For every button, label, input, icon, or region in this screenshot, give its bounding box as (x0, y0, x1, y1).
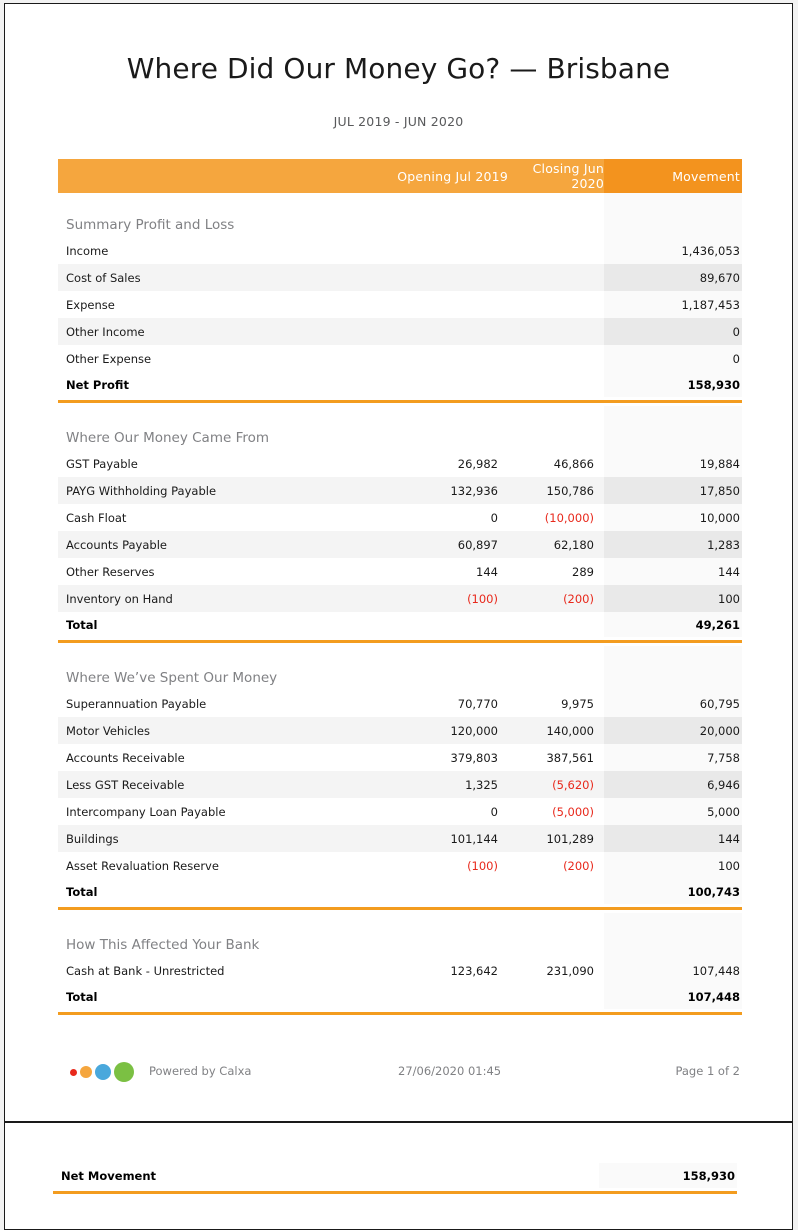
row-label: Inventory on Hand (58, 585, 388, 612)
page-title: Where Did Our Money Go? — Brisbane (126, 52, 671, 85)
row-label: Superannuation Payable (66, 696, 207, 711)
page-footer (58, 1056, 742, 1088)
table-row (58, 771, 742, 798)
total-closing (508, 984, 604, 1009)
net-movement-table (53, 1163, 737, 1197)
row-closing: 46,866 (553, 456, 594, 471)
red-dot-icon (70, 1069, 77, 1076)
orange-dot-icon (80, 1066, 92, 1078)
row-opening: 101,144 (388, 825, 508, 852)
total-label: Total (66, 989, 98, 1004)
row-opening: 132,936 (388, 477, 508, 504)
row-label: GST Payable (66, 456, 138, 471)
section-heading-spacer-movement (604, 193, 742, 237)
table-row (58, 558, 742, 585)
section-heading-spacer-closing (508, 406, 604, 450)
row-movement: 17,850 (604, 477, 742, 504)
section-total-row (58, 984, 742, 1009)
section-heading-spacer-movement (604, 913, 742, 957)
table-row (58, 477, 742, 504)
row-label: Asset Revaluation Reserve (66, 858, 219, 873)
row-movement: 0 (604, 318, 742, 345)
section-heading-spacer-closing (508, 646, 604, 690)
table-row (58, 264, 742, 291)
total-opening (388, 372, 508, 397)
section-total-row (58, 612, 742, 637)
table-row (58, 957, 742, 984)
row-closing: 9,975 (561, 696, 594, 711)
orange-divider (53, 1188, 737, 1197)
total-closing (508, 612, 604, 637)
table-row (58, 345, 742, 372)
row-closing: 289 (572, 564, 594, 579)
row-label: Other Income (58, 318, 388, 345)
section-divider-row (58, 397, 742, 406)
row-closing (508, 237, 604, 264)
green-dot-icon (114, 1062, 134, 1082)
table-row (58, 585, 742, 612)
row-closing (508, 318, 604, 345)
row-opening (388, 291, 508, 318)
row-closing: (10,000) (544, 510, 594, 525)
financial-report-table (58, 159, 742, 1018)
powered-by-label: Powered by Calxa (149, 1064, 252, 1078)
report-page-1 (4, 3, 793, 1122)
row-closing: 101,289 (508, 825, 604, 852)
total-label: Net Profit (66, 377, 129, 392)
section-heading-spacer-opening (388, 646, 508, 690)
row-label: PAYG Withholding Payable (58, 477, 388, 504)
section-heading-spacer-opening (388, 913, 508, 957)
row-movement: 60,795 (604, 690, 742, 717)
table-header (58, 159, 742, 193)
table-row (58, 825, 742, 852)
section-heading-row (58, 646, 742, 690)
row-label: Accounts Receivable (66, 750, 185, 765)
row-closing: (200) (508, 585, 604, 612)
section-heading: How This Affected Your Bank (66, 937, 260, 953)
section-divider-row (58, 637, 742, 646)
orange-divider (58, 397, 742, 406)
section-heading: Summary Profit and Loss (66, 217, 235, 233)
row-opening: 120,000 (388, 717, 508, 744)
section-heading-row (58, 406, 742, 450)
net-movement-rule (53, 1188, 737, 1197)
orange-divider (58, 637, 742, 646)
total-movement: 158,930 (604, 372, 742, 397)
row-label: Motor Vehicles (58, 717, 388, 744)
report-period-subtitle: JUL 2019 - JUN 2020 (333, 114, 464, 129)
row-label: Intercompany Loan Payable (66, 804, 226, 819)
page-indicator: Page 1 of 2 (675, 1064, 740, 1078)
table-row (58, 798, 742, 825)
row-opening: 123,642 (450, 963, 498, 978)
row-movement: 5,000 (604, 798, 742, 825)
section-divider-row (58, 904, 742, 913)
row-label: Less GST Receivable (58, 771, 388, 798)
table-row (58, 504, 742, 531)
section-total-row (58, 879, 742, 904)
net-movement-row (53, 1163, 737, 1188)
row-opening: 26,982 (457, 456, 498, 471)
table-row (58, 744, 742, 771)
row-label: Cash at Bank - Unrestricted (66, 963, 225, 978)
row-movement: 19,884 (604, 450, 742, 477)
row-label: Expense (66, 297, 115, 312)
section-divider-row (58, 1009, 742, 1018)
row-label: Other Reserves (66, 564, 155, 579)
section-heading-spacer-closing (508, 913, 604, 957)
row-opening: (100) (388, 585, 508, 612)
row-movement: 1,283 (604, 531, 742, 558)
row-opening (388, 345, 508, 372)
row-opening: 0 (490, 510, 498, 525)
row-movement: 6,946 (604, 771, 742, 798)
table-row (58, 237, 742, 264)
total-label: Total (66, 884, 98, 899)
net-movement-label: Net Movement (61, 1168, 157, 1183)
total-opening (388, 879, 508, 904)
column-header-closing: Closing Jun 2020 (508, 159, 604, 193)
total-closing (508, 372, 604, 397)
section-heading: Where Our Money Came From (66, 430, 270, 446)
row-closing: 387,561 (546, 750, 594, 765)
row-closing: 150,786 (508, 477, 604, 504)
row-label: Buildings (58, 825, 388, 852)
table-row (58, 531, 742, 558)
row-opening: 70,770 (457, 696, 498, 711)
row-closing: 140,000 (508, 717, 604, 744)
row-closing: 62,180 (508, 531, 604, 558)
row-closing: (5,000) (552, 804, 594, 819)
row-opening: 0 (490, 804, 498, 819)
report-table-container (58, 159, 742, 1018)
row-opening: 1,325 (388, 771, 508, 798)
total-movement: 49,261 (604, 612, 742, 637)
row-opening (388, 264, 508, 291)
table-row (58, 717, 742, 744)
row-opening: 60,897 (388, 531, 508, 558)
total-label: Total (66, 617, 98, 632)
section-heading-row (58, 913, 742, 957)
calxa-logo (70, 1062, 136, 1082)
row-label: Cost of Sales (58, 264, 388, 291)
column-header-row (58, 159, 742, 193)
table-row (58, 852, 742, 879)
row-closing (508, 345, 604, 372)
table-row (58, 690, 742, 717)
total-movement: 100,743 (604, 879, 742, 904)
section-heading: Where We’ve Spent Our Money (66, 670, 278, 686)
row-opening (388, 318, 508, 345)
orange-divider (58, 1009, 742, 1018)
row-movement: 20,000 (604, 717, 742, 744)
row-label: Other Expense (66, 351, 152, 366)
blue-dot-icon (95, 1064, 111, 1080)
table-row (58, 318, 742, 345)
row-label: Cash Float (66, 510, 127, 525)
column-header-label (58, 159, 388, 193)
row-label: Income (66, 243, 109, 258)
table-row (58, 291, 742, 318)
net-movement-opening (383, 1163, 503, 1188)
row-movement: 0 (604, 345, 742, 372)
net-movement-closing (503, 1163, 599, 1188)
row-closing: 231,090 (546, 963, 594, 978)
row-movement: 89,670 (604, 264, 742, 291)
net-movement-movement: 158,930 (599, 1163, 737, 1188)
row-movement: 107,448 (604, 957, 742, 984)
row-movement: 1,436,053 (604, 237, 742, 264)
row-opening: 379,803 (450, 750, 498, 765)
orange-divider (58, 904, 742, 913)
section-heading-row (58, 193, 742, 237)
total-opening (388, 612, 508, 637)
table-row (58, 450, 742, 477)
section-heading-spacer-opening (388, 193, 508, 237)
row-movement: 1,187,453 (604, 291, 742, 318)
row-movement: 7,758 (604, 744, 742, 771)
column-header-opening: Opening Jul 2019 (388, 159, 508, 193)
row-closing: (200) (563, 858, 594, 873)
row-movement: 10,000 (604, 504, 742, 531)
section-heading-spacer-opening (388, 406, 508, 450)
section-heading-spacer-movement (604, 406, 742, 450)
section-heading-spacer-movement (604, 646, 742, 690)
row-closing (508, 291, 604, 318)
net-movement-container (53, 1163, 737, 1197)
row-closing: (5,620) (508, 771, 604, 798)
row-label: Accounts Payable (58, 531, 388, 558)
total-opening (388, 984, 508, 1009)
row-opening: (100) (467, 858, 498, 873)
total-closing (508, 879, 604, 904)
row-opening: 144 (476, 564, 498, 579)
row-closing (508, 264, 604, 291)
row-movement: 144 (604, 825, 742, 852)
section-heading-spacer-closing (508, 193, 604, 237)
row-movement: 100 (604, 852, 742, 879)
row-opening (388, 237, 508, 264)
total-movement: 107,448 (604, 984, 742, 1009)
row-movement: 100 (604, 585, 742, 612)
table-body (58, 193, 742, 1018)
generated-timestamp: 27/06/2020 01:45 (398, 1064, 502, 1078)
section-total-row (58, 372, 742, 397)
row-movement: 144 (604, 558, 742, 585)
column-header-movement: Movement (604, 159, 742, 193)
